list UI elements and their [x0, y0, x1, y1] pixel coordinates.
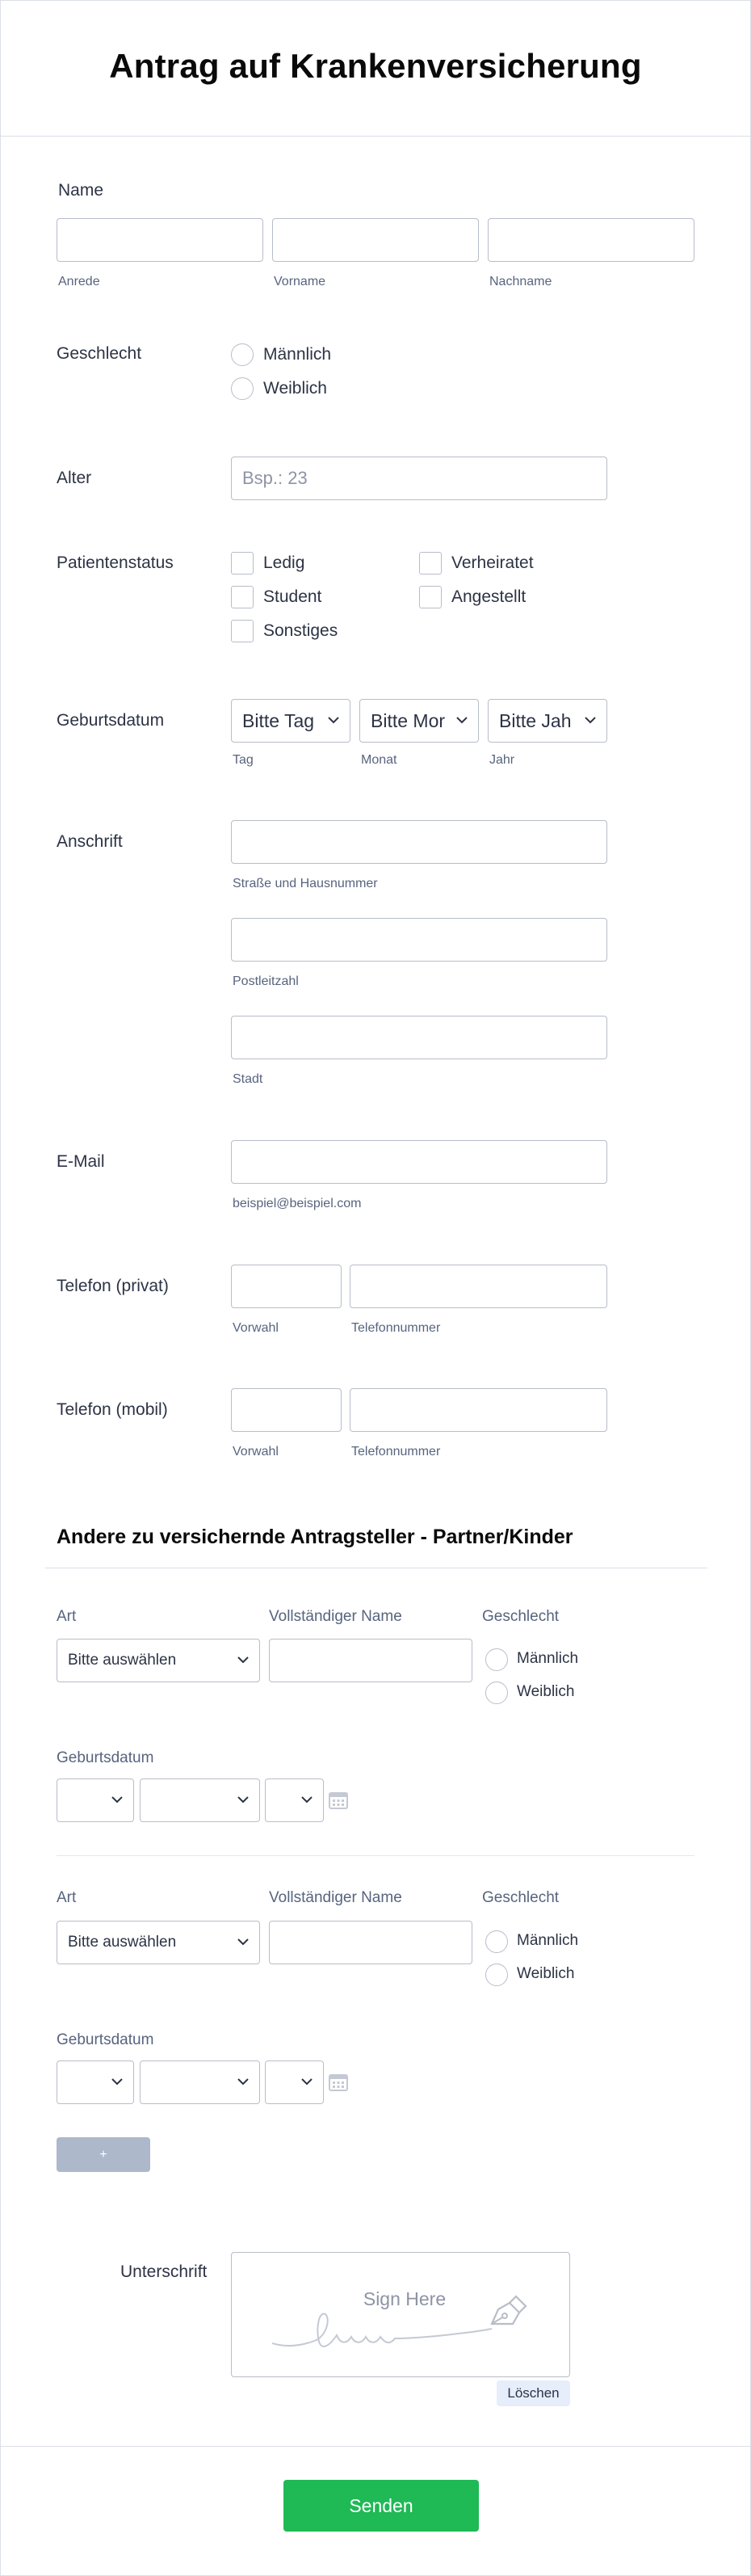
signature-placeholder: Sign Here — [363, 2288, 447, 2309]
others-type-value-1: Bitte auswählen — [68, 1652, 177, 1669]
birth-day-select[interactable] — [231, 699, 350, 743]
birth-month-sublabel: Monat — [361, 753, 397, 767]
zip-sublabel: Postleitzahl — [233, 974, 299, 988]
street-sublabel: Straße und Hausnummer — [233, 877, 378, 890]
status-other-label: Sonstiges — [263, 621, 338, 640]
birth-year-sublabel: Jahr — [489, 753, 515, 767]
signature-label: Unterschrift — [120, 2262, 208, 2281]
birth-year-value: Bitte Jah — [499, 710, 572, 731]
signature-clear-button[interactable]: Löschen — [497, 2380, 570, 2406]
status-single-label: Ledig — [263, 554, 305, 572]
phone-home-area-input[interactable] — [231, 1265, 342, 1308]
status-married-label: Verheiratet — [451, 554, 534, 572]
status-employed-label: Angestellt — [451, 587, 527, 606]
patient-status-label: Patientenstatus — [57, 554, 174, 572]
gender-female-radio[interactable] — [231, 377, 254, 400]
phone-mobile-label: Telefon (mobil) — [57, 1400, 168, 1419]
others-name-input-2[interactable] — [269, 1921, 472, 1964]
submit-button[interactable]: Senden — [283, 2480, 479, 2532]
others-female-radio-1[interactable] — [485, 1682, 508, 1704]
age-input[interactable]: Bsp.: 23 — [231, 457, 607, 500]
first-name-sublabel: Vorname — [274, 275, 326, 288]
phone-home-number-sublabel: Telefonnummer — [351, 1321, 441, 1335]
email-label: E-Mail — [57, 1152, 105, 1171]
birthdate-label: Geburtsdatum — [57, 711, 165, 730]
salutation-input[interactable] — [57, 218, 263, 262]
phone-mobile-area-input[interactable] — [231, 1388, 342, 1432]
birth-day-value: Bitte Tag — [242, 710, 315, 731]
phone-mobile-number-input[interactable] — [350, 1388, 607, 1432]
chevron-down-icon — [237, 2077, 250, 2086]
form-title: Antrag auf Krankenversicherung — [109, 47, 642, 85]
others-birth-month-select-2[interactable] — [140, 2060, 260, 2104]
name-label: Name — [58, 181, 104, 200]
others-female-label-2: Weiblich — [517, 1965, 575, 1982]
others-name-label-1: Vollständiger Name — [269, 1608, 402, 1625]
address-label: Anschrift — [57, 832, 123, 851]
status-married-checkbox[interactable] — [419, 552, 442, 575]
calendar-icon[interactable] — [329, 2073, 348, 2092]
chevron-down-icon — [237, 1655, 250, 1665]
others-gender-label-2: Geschlecht — [482, 1889, 560, 1906]
phone-home-area-sublabel: Vorwahl — [233, 1321, 279, 1335]
others-birth-month-select-1[interactable] — [140, 1778, 260, 1822]
chevron-down-icon — [584, 715, 597, 725]
others-type-select-1[interactable] — [57, 1639, 260, 1682]
header-divider — [0, 136, 751, 137]
others-heading: Andere zu versichernde Antragsteller - Partner/Kinder — [57, 1526, 573, 1548]
gender-label: Geschlecht — [57, 344, 142, 363]
chevron-down-icon — [300, 2077, 313, 2086]
city-sublabel: Stadt — [233, 1072, 263, 1086]
city-input[interactable] — [231, 1016, 607, 1059]
calendar-icon[interactable] — [329, 1791, 348, 1810]
chevron-down-icon — [237, 1937, 250, 1947]
zip-input[interactable] — [231, 918, 607, 962]
status-other-checkbox[interactable] — [231, 620, 254, 642]
others-birth-day-select-2[interactable] — [57, 2060, 134, 2104]
others-type-label-2: Art — [57, 1889, 77, 1906]
others-birth-year-select-1[interactable] — [265, 1778, 324, 1822]
chevron-down-icon — [455, 715, 468, 725]
others-male-label-2: Männlich — [517, 1932, 579, 1949]
chevron-down-icon — [300, 1795, 313, 1804]
gender-male-radio[interactable] — [231, 343, 254, 366]
others-type-select-2[interactable] — [57, 1921, 260, 1964]
others-type-value-2: Bitte auswählen — [68, 1934, 177, 1951]
status-single-checkbox[interactable] — [231, 552, 254, 575]
signature-pad[interactable] — [231, 2252, 570, 2377]
status-employed-checkbox[interactable] — [419, 586, 442, 608]
others-birthdate-label-2: Geburtsdatum — [57, 2031, 154, 2048]
email-sublabel: beispiel@beispiel.com — [233, 1197, 362, 1210]
others-name-label-2: Vollständiger Name — [269, 1889, 402, 1906]
street-input[interactable] — [231, 820, 607, 864]
birth-day-sublabel: Tag — [233, 753, 254, 767]
phone-mobile-area-sublabel: Vorwahl — [233, 1445, 279, 1458]
last-name-input[interactable] — [488, 218, 694, 262]
last-name-sublabel: Nachname — [489, 275, 552, 288]
birth-month-value: Bitte Mor — [371, 710, 446, 731]
others-female-radio-2[interactable] — [485, 1964, 508, 1986]
chevron-down-icon — [111, 2077, 124, 2086]
salutation-sublabel: Anrede — [58, 275, 100, 288]
others-birth-day-select-1[interactable] — [57, 1778, 134, 1822]
age-label: Alter — [57, 469, 92, 487]
gender-male-label: Männlich — [263, 345, 332, 364]
row-divider — [57, 1855, 694, 1856]
others-birthdate-label-1: Geburtsdatum — [57, 1749, 154, 1766]
phone-home-number-input[interactable] — [350, 1265, 607, 1308]
status-student-label: Student — [263, 587, 322, 606]
footer-divider — [0, 2446, 751, 2447]
add-applicant-button[interactable]: + — [57, 2137, 150, 2172]
first-name-input[interactable] — [272, 218, 479, 262]
chevron-down-icon — [237, 1795, 250, 1804]
others-male-radio-2[interactable] — [485, 1930, 508, 1953]
phone-mobile-number-sublabel: Telefonnummer — [351, 1445, 441, 1458]
others-type-label-1: Art — [57, 1608, 77, 1625]
pen-icon — [487, 2295, 529, 2330]
others-birth-year-select-2[interactable] — [265, 2060, 324, 2104]
others-gender-label-1: Geschlecht — [482, 1608, 560, 1625]
chevron-down-icon — [327, 715, 340, 725]
others-male-radio-1[interactable] — [485, 1648, 508, 1671]
others-name-input-1[interactable] — [269, 1639, 472, 1682]
status-student-checkbox[interactable] — [231, 586, 254, 608]
others-female-label-1: Weiblich — [517, 1683, 575, 1700]
others-male-label-1: Männlich — [517, 1650, 579, 1667]
birth-month-select[interactable] — [359, 699, 479, 743]
birth-year-select[interactable] — [488, 699, 607, 743]
phone-home-label: Telefon (privat) — [57, 1277, 169, 1295]
email-input[interactable] — [231, 1140, 607, 1184]
gender-female-label: Weiblich — [263, 379, 327, 398]
chevron-down-icon — [111, 1795, 124, 1804]
